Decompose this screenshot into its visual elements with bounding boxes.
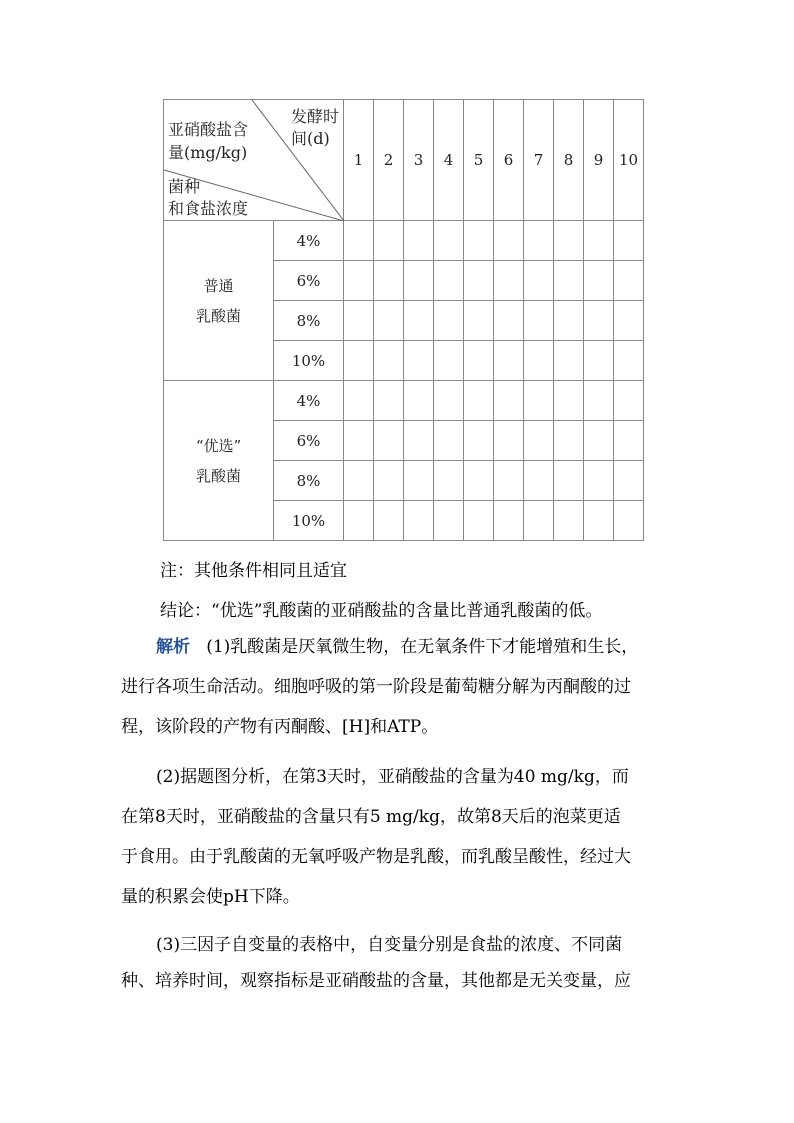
empty-data-cell: [494, 421, 524, 461]
salt-concentration: 6%: [274, 421, 344, 461]
empty-data-cell: [584, 301, 614, 341]
empty-data-cell: [464, 381, 494, 421]
day-header: 5: [464, 100, 494, 221]
salt-concentration: 8%: [274, 301, 344, 341]
empty-data-cell: [434, 501, 464, 541]
strain-label-line: 普通: [203, 276, 234, 295]
empty-data-cell: [374, 381, 404, 421]
empty-data-cell: [374, 221, 404, 261]
analysis-line: 在第8天时，亚硝酸盐的含量只有5 mg/kg，故第8天后的泡菜更适: [121, 807, 621, 827]
empty-data-cell: [614, 261, 644, 301]
strain-group-label: [164, 221, 274, 381]
empty-data-cell: [434, 421, 464, 461]
analysis-line: (3)三因子自变量的表格中，自变量分别是食盐的浓度、不同菌: [156, 935, 623, 955]
empty-data-cell: [344, 221, 374, 261]
empty-data-cell: [494, 381, 524, 421]
empty-data-cell: [524, 501, 554, 541]
empty-data-cell: [404, 221, 434, 261]
salt-concentration: 8%: [274, 461, 344, 501]
header-time-label: 发酵时 间(d): [290, 107, 339, 148]
empty-data-cell: [554, 301, 584, 341]
day-header: 1: [344, 100, 374, 221]
empty-data-cell: [494, 341, 524, 381]
empty-data-cell: [614, 461, 644, 501]
table-note: 注：其他条件相同且适宜: [160, 561, 347, 581]
empty-data-cell: [584, 341, 614, 381]
empty-data-cell: [614, 421, 644, 461]
empty-data-cell: [464, 341, 494, 381]
table-row: [164, 221, 644, 261]
day-header: 4: [434, 100, 464, 221]
salt-concentration: 6%: [274, 261, 344, 301]
day-header: 2: [374, 100, 404, 221]
day-header: 6: [494, 100, 524, 221]
analysis-line: 于食用。由于乳酸菌的无氧呼吸产物是乳酸，而乳酸呈酸性，经过大: [121, 847, 631, 867]
analysis-keyword: 解析: [156, 637, 190, 657]
empty-data-cell: [464, 421, 494, 461]
diagonal-header-cell: [164, 100, 344, 221]
header-strain-label: 菌种 和食盐浓度: [168, 177, 249, 218]
analysis-line: 量的积累会使pH下降。: [121, 887, 300, 907]
empty-data-cell: [374, 461, 404, 501]
empty-data-cell: [614, 341, 644, 381]
empty-data-cell: [374, 421, 404, 461]
empty-data-cell: [344, 341, 374, 381]
empty-data-cell: [434, 381, 464, 421]
empty-data-cell: [404, 261, 434, 301]
empty-data-cell: [434, 341, 464, 381]
empty-data-cell: [614, 221, 644, 261]
empty-data-cell: [434, 221, 464, 261]
empty-data-cell: [464, 301, 494, 341]
empty-data-cell: [404, 421, 434, 461]
empty-data-cell: [464, 261, 494, 301]
empty-data-cell: [344, 421, 374, 461]
empty-data-cell: [374, 501, 404, 541]
empty-data-cell: [434, 261, 464, 301]
empty-data-cell: [554, 501, 584, 541]
empty-data-cell: [614, 501, 644, 541]
empty-data-cell: [584, 381, 614, 421]
empty-data-cell: [374, 341, 404, 381]
empty-data-cell: [494, 501, 524, 541]
strain-label-line: 乳酸菌: [195, 306, 241, 325]
analysis-line: 种、培养时间，观察指标是亚硝酸盐的含量，其他都是无关变量，应: [121, 971, 631, 991]
table-row: [164, 381, 644, 421]
empty-data-cell: [584, 221, 614, 261]
empty-data-cell: [374, 301, 404, 341]
header-nitrite-label: 亚硝酸盐含 量(mg/kg): [168, 120, 249, 162]
empty-data-cell: [524, 461, 554, 501]
empty-data-cell: [554, 341, 584, 381]
empty-data-cell: [344, 301, 374, 341]
empty-data-cell: [404, 301, 434, 341]
empty-data-cell: [464, 221, 494, 261]
empty-data-cell: [434, 461, 464, 501]
salt-concentration: 10%: [274, 341, 344, 381]
empty-data-cell: [434, 301, 464, 341]
salt-concentration: 10%: [274, 501, 344, 541]
empty-data-cell: [554, 381, 584, 421]
empty-data-cell: [344, 381, 374, 421]
empty-data-cell: [494, 221, 524, 261]
day-header: 3: [404, 100, 434, 221]
empty-data-cell: [554, 421, 584, 461]
experiment-table: [163, 99, 643, 540]
empty-data-cell: [584, 261, 614, 301]
empty-data-cell: [404, 461, 434, 501]
empty-data-cell: [494, 301, 524, 341]
empty-data-cell: [584, 501, 614, 541]
empty-data-cell: [584, 461, 614, 501]
day-header: 10: [614, 100, 644, 221]
empty-data-cell: [524, 261, 554, 301]
empty-data-cell: [524, 341, 554, 381]
empty-data-cell: [524, 301, 554, 341]
data-table: [163, 99, 644, 541]
empty-data-cell: [344, 261, 374, 301]
analysis-line: 进行各项生命活动。细胞呼吸的第一阶段是葡萄糖分解为丙酮酸的过: [121, 677, 631, 697]
day-header: 7: [524, 100, 554, 221]
salt-concentration: 4%: [274, 221, 344, 261]
empty-data-cell: [494, 461, 524, 501]
day-header: 9: [584, 100, 614, 221]
empty-data-cell: [584, 421, 614, 461]
empty-data-cell: [614, 381, 644, 421]
empty-data-cell: [344, 501, 374, 541]
analysis-line: 解析 (1)乳酸菌是厌氧微生物，在无氧条件下才能增殖和生长，: [156, 637, 639, 657]
empty-data-cell: [554, 221, 584, 261]
empty-data-cell: [464, 461, 494, 501]
analysis-line: 程，该阶段的产物有丙酮酸、[H]和ATP。: [121, 717, 439, 737]
analysis-line: (2)据题图分析，在第3天时，亚硝酸盐的含量为40 mg/kg，而: [156, 767, 629, 787]
empty-data-cell: [464, 501, 494, 541]
table-header-row: [164, 100, 644, 221]
empty-data-cell: [404, 341, 434, 381]
empty-data-cell: [554, 461, 584, 501]
empty-data-cell: [524, 421, 554, 461]
empty-data-cell: [524, 381, 554, 421]
strain-label-line: “优选”: [195, 436, 242, 455]
strain-label-line: 乳酸菌: [195, 466, 241, 485]
empty-data-cell: [404, 381, 434, 421]
strain-group-label: [164, 381, 274, 541]
empty-data-cell: [374, 261, 404, 301]
empty-data-cell: [404, 501, 434, 541]
empty-data-cell: [344, 461, 374, 501]
empty-data-cell: [494, 261, 524, 301]
conclusion-text: 结论：“优选”乳酸菌的亚硝酸盐的含量比普通乳酸菌的低。: [160, 601, 603, 621]
empty-data-cell: [614, 301, 644, 341]
empty-data-cell: [554, 261, 584, 301]
day-header: 8: [554, 100, 584, 221]
salt-concentration: 4%: [274, 381, 344, 421]
empty-data-cell: [524, 221, 554, 261]
